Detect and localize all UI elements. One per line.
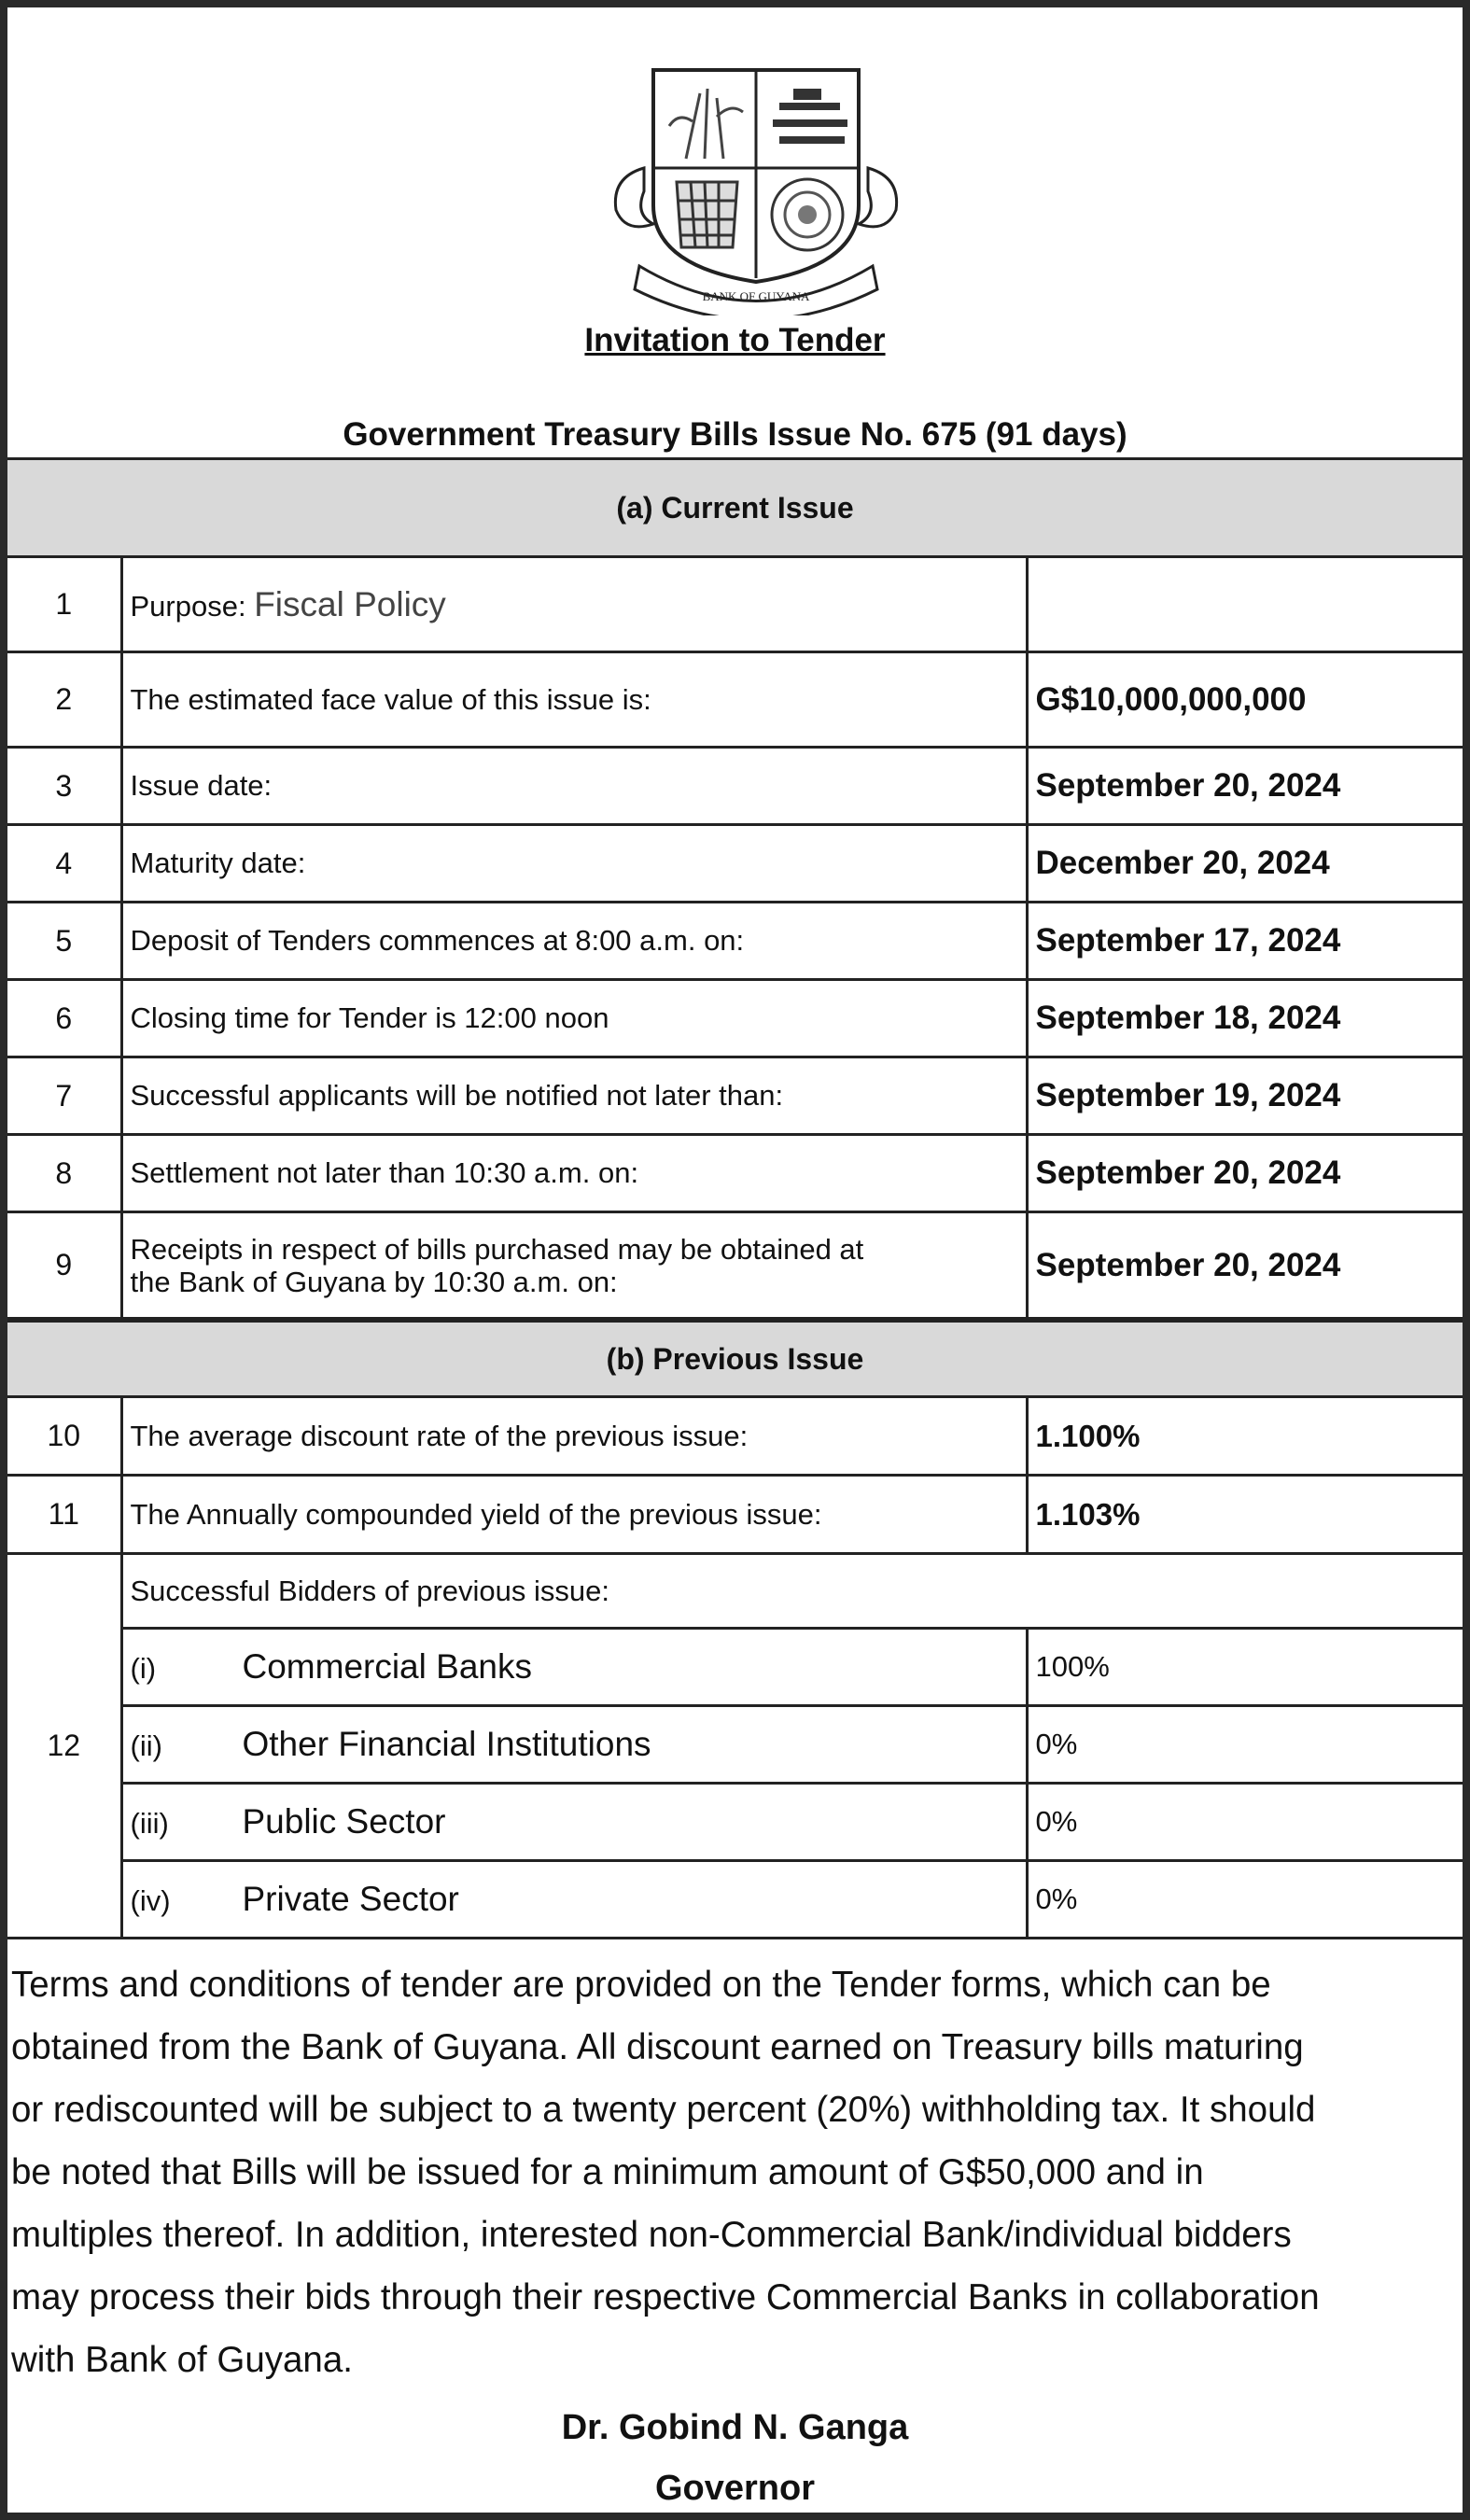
row-number: 6 bbox=[7, 980, 121, 1057]
row-number: 12 bbox=[7, 1554, 121, 1939]
terms-line: be noted that Bills will be issued for a minimum amount of G$50,000 and in bbox=[11, 2152, 1204, 2192]
section-b-heading-text: (b) Previous Issue bbox=[606, 1341, 864, 1376]
row-value: September 17, 2024 bbox=[1027, 903, 1463, 980]
current-issue-table bbox=[7, 555, 1463, 1320]
terms-line: obtained from the Bank of Guyana. All discount earned on Treasury bills maturing bbox=[11, 2027, 1304, 2067]
row-label: The estimated face value of this issue is: bbox=[121, 652, 1027, 748]
row-number: 5 bbox=[7, 903, 121, 980]
row-label-line-1: Receipts in respect of bills purchased may be obtained at bbox=[130, 1232, 864, 1266]
row-label bbox=[121, 1212, 1027, 1319]
purpose-value: Fiscal Policy bbox=[254, 584, 446, 623]
row-number: 10 bbox=[7, 1397, 121, 1476]
section-a-heading-text: (a) Current Issue bbox=[616, 490, 854, 525]
table-row bbox=[7, 1476, 1463, 1554]
row-value: September 20, 2024 bbox=[1027, 1212, 1463, 1319]
bidder-name: Other Financial Institutions bbox=[242, 1725, 651, 1763]
table-row bbox=[7, 1057, 1463, 1135]
row-number: 11 bbox=[7, 1476, 121, 1554]
table-row bbox=[7, 903, 1463, 980]
table-row bbox=[7, 557, 1463, 652]
previous-issue-table bbox=[7, 1395, 1463, 1939]
terms-line: Terms and conditions of tender are provided on the Tender forms, which can be bbox=[11, 1965, 1271, 2005]
row-number: 1 bbox=[7, 557, 121, 652]
crest-ribbon-text: BANK OF GUYANA bbox=[702, 289, 810, 303]
bidder-label bbox=[121, 1706, 1027, 1784]
row-label: Closing time for Tender is 12:00 noon bbox=[121, 980, 1027, 1057]
terms-line: may process their bids through their respective Commercial Banks in collaboration bbox=[11, 2277, 1320, 2317]
table-row bbox=[7, 1397, 1463, 1476]
bidder-percent: 100% bbox=[1027, 1629, 1463, 1706]
row-number: 3 bbox=[7, 748, 121, 825]
table-row bbox=[7, 1135, 1463, 1212]
row-label: The average discount rate of the previous issue: bbox=[121, 1397, 1027, 1476]
section-a-heading bbox=[7, 457, 1463, 558]
row-label: Deposit of Tenders commences at 8:00 a.m. on: bbox=[121, 903, 1027, 980]
terms-line: or rediscounted will be subject to a twenty percent (20%) withholding tax. It should bbox=[11, 2090, 1316, 2130]
table-row bbox=[7, 980, 1463, 1057]
bidder-name: Commercial Banks bbox=[242, 1647, 532, 1686]
roman-numeral: (i) bbox=[130, 1652, 157, 1685]
table-row bbox=[7, 1706, 1463, 1784]
table-row bbox=[7, 825, 1463, 903]
row-value: 1.103% bbox=[1027, 1476, 1463, 1554]
row-label: Settlement not later than 10:30 a.m. on: bbox=[121, 1135, 1027, 1212]
row-value: September 20, 2024 bbox=[1027, 748, 1463, 825]
row-value: September 18, 2024 bbox=[1027, 980, 1463, 1057]
row-value bbox=[1027, 557, 1463, 652]
bidder-percent: 0% bbox=[1027, 1784, 1463, 1861]
bidder-label bbox=[121, 1861, 1027, 1939]
bidder-label bbox=[121, 1629, 1027, 1706]
row-value: 1.100% bbox=[1027, 1397, 1463, 1476]
table-row bbox=[7, 748, 1463, 825]
row-value: September 19, 2024 bbox=[1027, 1057, 1463, 1135]
row-label-line-2: the Bank of Guyana by 10:30 a.m. on: bbox=[130, 1265, 618, 1298]
table-row bbox=[7, 1861, 1463, 1939]
bidder-label bbox=[121, 1784, 1027, 1861]
row-number: 7 bbox=[7, 1057, 121, 1135]
row-number: 8 bbox=[7, 1135, 121, 1212]
row-number: 9 bbox=[7, 1212, 121, 1319]
table-row bbox=[7, 652, 1463, 748]
table-row bbox=[7, 1212, 1463, 1319]
row-label: Successful applicants will be notified not later than: bbox=[121, 1057, 1027, 1135]
row-value: December 20, 2024 bbox=[1027, 825, 1463, 903]
purpose-label: Purpose: bbox=[130, 589, 246, 623]
table-row bbox=[7, 1629, 1463, 1706]
terms-line: with Bank of Guyana. bbox=[11, 2340, 353, 2380]
bidder-percent: 0% bbox=[1027, 1861, 1463, 1939]
row-value: G$10,000,000,000 bbox=[1027, 652, 1463, 748]
bidder-name: Public Sector bbox=[242, 1802, 446, 1841]
row-number: 4 bbox=[7, 825, 121, 903]
roman-numeral: (iv) bbox=[130, 1884, 171, 1917]
terms-line: multiples thereof. In addition, interested non-Commercial Bank/individual bidders bbox=[11, 2215, 1292, 2255]
table-row bbox=[7, 1784, 1463, 1861]
row-label: Issue date: bbox=[121, 748, 1027, 825]
row-value: September 20, 2024 bbox=[1027, 1135, 1463, 1212]
bidder-name: Private Sector bbox=[242, 1880, 459, 1918]
row-label: Maturity date: bbox=[121, 825, 1027, 903]
bidders-heading: Successful Bidders of previous issue: bbox=[121, 1554, 1463, 1629]
row-label bbox=[121, 557, 1027, 652]
roman-numeral: (iii) bbox=[130, 1807, 169, 1840]
section-b-heading bbox=[7, 1320, 1463, 1398]
terms-paragraph bbox=[11, 1953, 1458, 2391]
signatory-role: Governor bbox=[654, 2469, 816, 2508]
signatory-name: Dr. Gobind N. Ganga bbox=[561, 2408, 909, 2447]
bank-of-guyana-crest-logo bbox=[607, 65, 905, 315]
row-number: 2 bbox=[7, 652, 121, 748]
bidder-percent: 0% bbox=[1027, 1706, 1463, 1784]
page-title: Invitation to Tender bbox=[584, 322, 886, 358]
roman-numeral: (ii) bbox=[130, 1729, 162, 1762]
row-label: The Annually compounded yield of the previous issue: bbox=[121, 1476, 1027, 1554]
table-row bbox=[7, 1554, 1463, 1629]
page-subtitle: Government Treasury Bills Issue No. 675 (91 days) bbox=[343, 416, 1127, 453]
